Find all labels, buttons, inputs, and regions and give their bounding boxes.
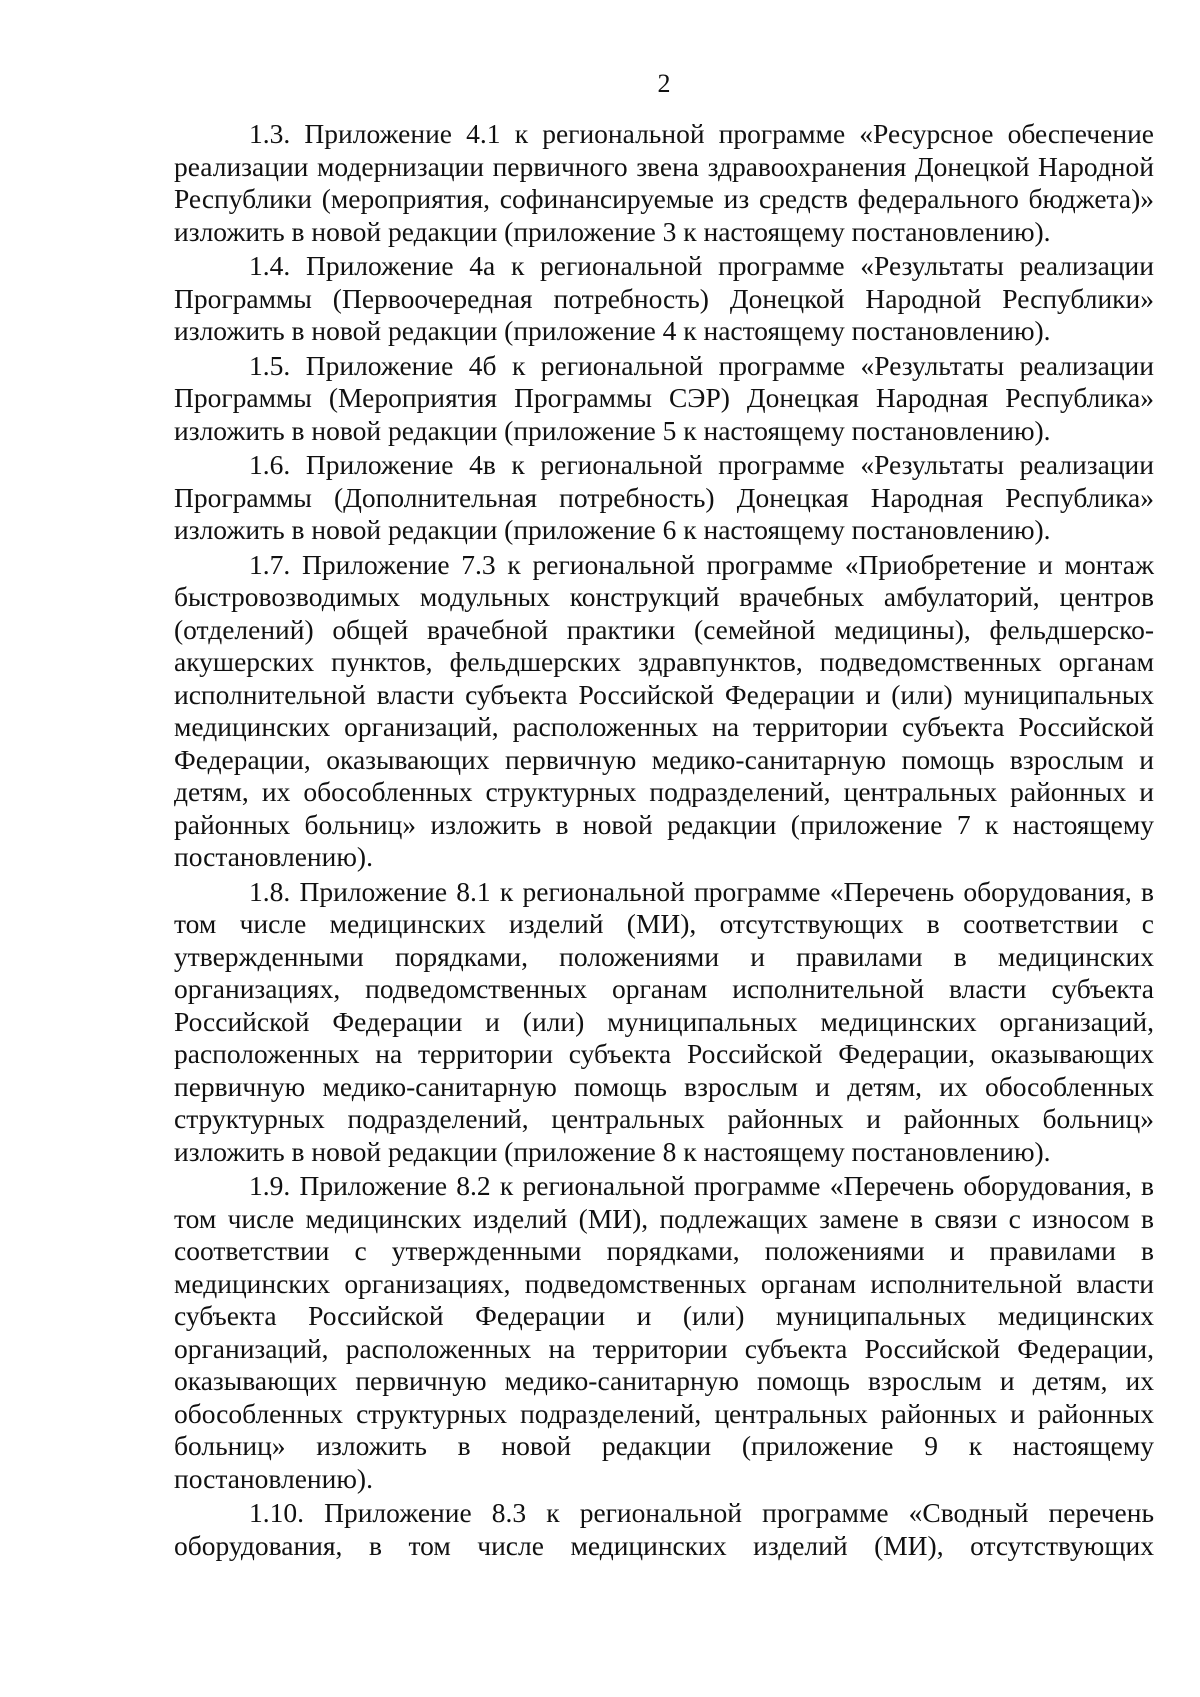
paragraph-1-8: 1.8. Приложение 8.1 к региональной программе «Перечень оборудования, в том числе медицинских изделий (МИ), отсутствующих в соответствии с утвержденными порядками, положениями и правилами в медицинских организациях, подведомственных органам исполнительной власти субъекта Российской Федерации и (или) муниципальных медицинских организаций, расположенных на территории субъекта Российской Федерации, оказывающих первичную медико-санитарную помощь взрослым и детям, их обособленных структурных подразделений, центральных районных и районных больниц» изложить в новой редакции (приложение 8 к настоящему постановлению).: [174, 875, 1154, 1167]
document-page: [174, 64, 1154, 1564]
paragraph-1-4: 1.4. Приложение 4а к региональной программе «Результаты реализации Программы (Первоочередная потребность) Донецкой Народной Республики» изложить в новой редакции (приложение 4 к настоящему постановлению).: [174, 250, 1154, 346]
paragraph-1-9: 1.9. Приложение 8.2 к региональной программе «Перечень оборудования, в том числе медицинских изделий (МИ), подлежащих замене в связи с износом в соответствии с утвержденными порядками, положениями и правилами в медицинских организациях, подведомственных органам исполнительной власти субъекта Российской Федерации и (или) муниципальных медицинских организаций, расположенных на территории субъекта Российской Федерации, оказывающих первичную медико-санитарную помощь взрослым и детям, их обособленных структурных подразделений, центральных районных и районных больниц» изложить в новой редакции (приложение 9 к настоящему постановлению).: [174, 1170, 1154, 1494]
paragraph-1-10: 1.10. Приложение 8.3 к региональной программе «Сводный перечень оборудования, в том числе медицинских изделий (МИ), отсутствующих: [174, 1497, 1154, 1561]
paragraph-1-5: 1.5. Приложение 4б к региональной программе «Результаты реализации Программы (Мероприятия Программы СЭР) Донецкая Народная Республика» изложить в новой редакции (приложение 5 к настоящему постановлению).: [174, 349, 1154, 446]
page-number: 2: [657, 69, 671, 98]
paragraph-1-6: 1.6. Приложение 4в к региональной программе «Результаты реализации Программы (Дополнительная потребность) Донецкая Народная Республика» изложить в новой редакции (приложение 6 к настоящему постановлению).: [174, 449, 1154, 545]
paragraph-1-3: 1.3. Приложение 4.1 к региональной программе «Ресурсное обеспечение реализации модернизации первичного звена здравоохранения Донецкой Народной Республики (мероприятия, софинансируемые из средств федерального бюджета)» изложить в новой редакции (приложение 3 к настоящему постановлению).: [174, 118, 1154, 247]
paragraph-1-7: 1.7. Приложение 7.3 к региональной программе «Приобретение и монтаж быстровозводимых модульных конструкций врачебных амбулаторий, центров (отделений) общей врачебной практики (семейной медицины), фельдшерско-акушерских пунктов, фельдшерских здравпунктов, подведомственных органам исполнительной власти субъекта Российской Федерации и (или) муниципальных медицинских организаций, расположенных на территории субъекта Российской Федерации, оказывающих первичную медико-санитарную помощь взрослым и детям, их обособленных структурных подразделений, центральных районных и районных больниц» изложить в новой редакции (приложение 7 к настоящему постановлению).: [174, 548, 1154, 872]
